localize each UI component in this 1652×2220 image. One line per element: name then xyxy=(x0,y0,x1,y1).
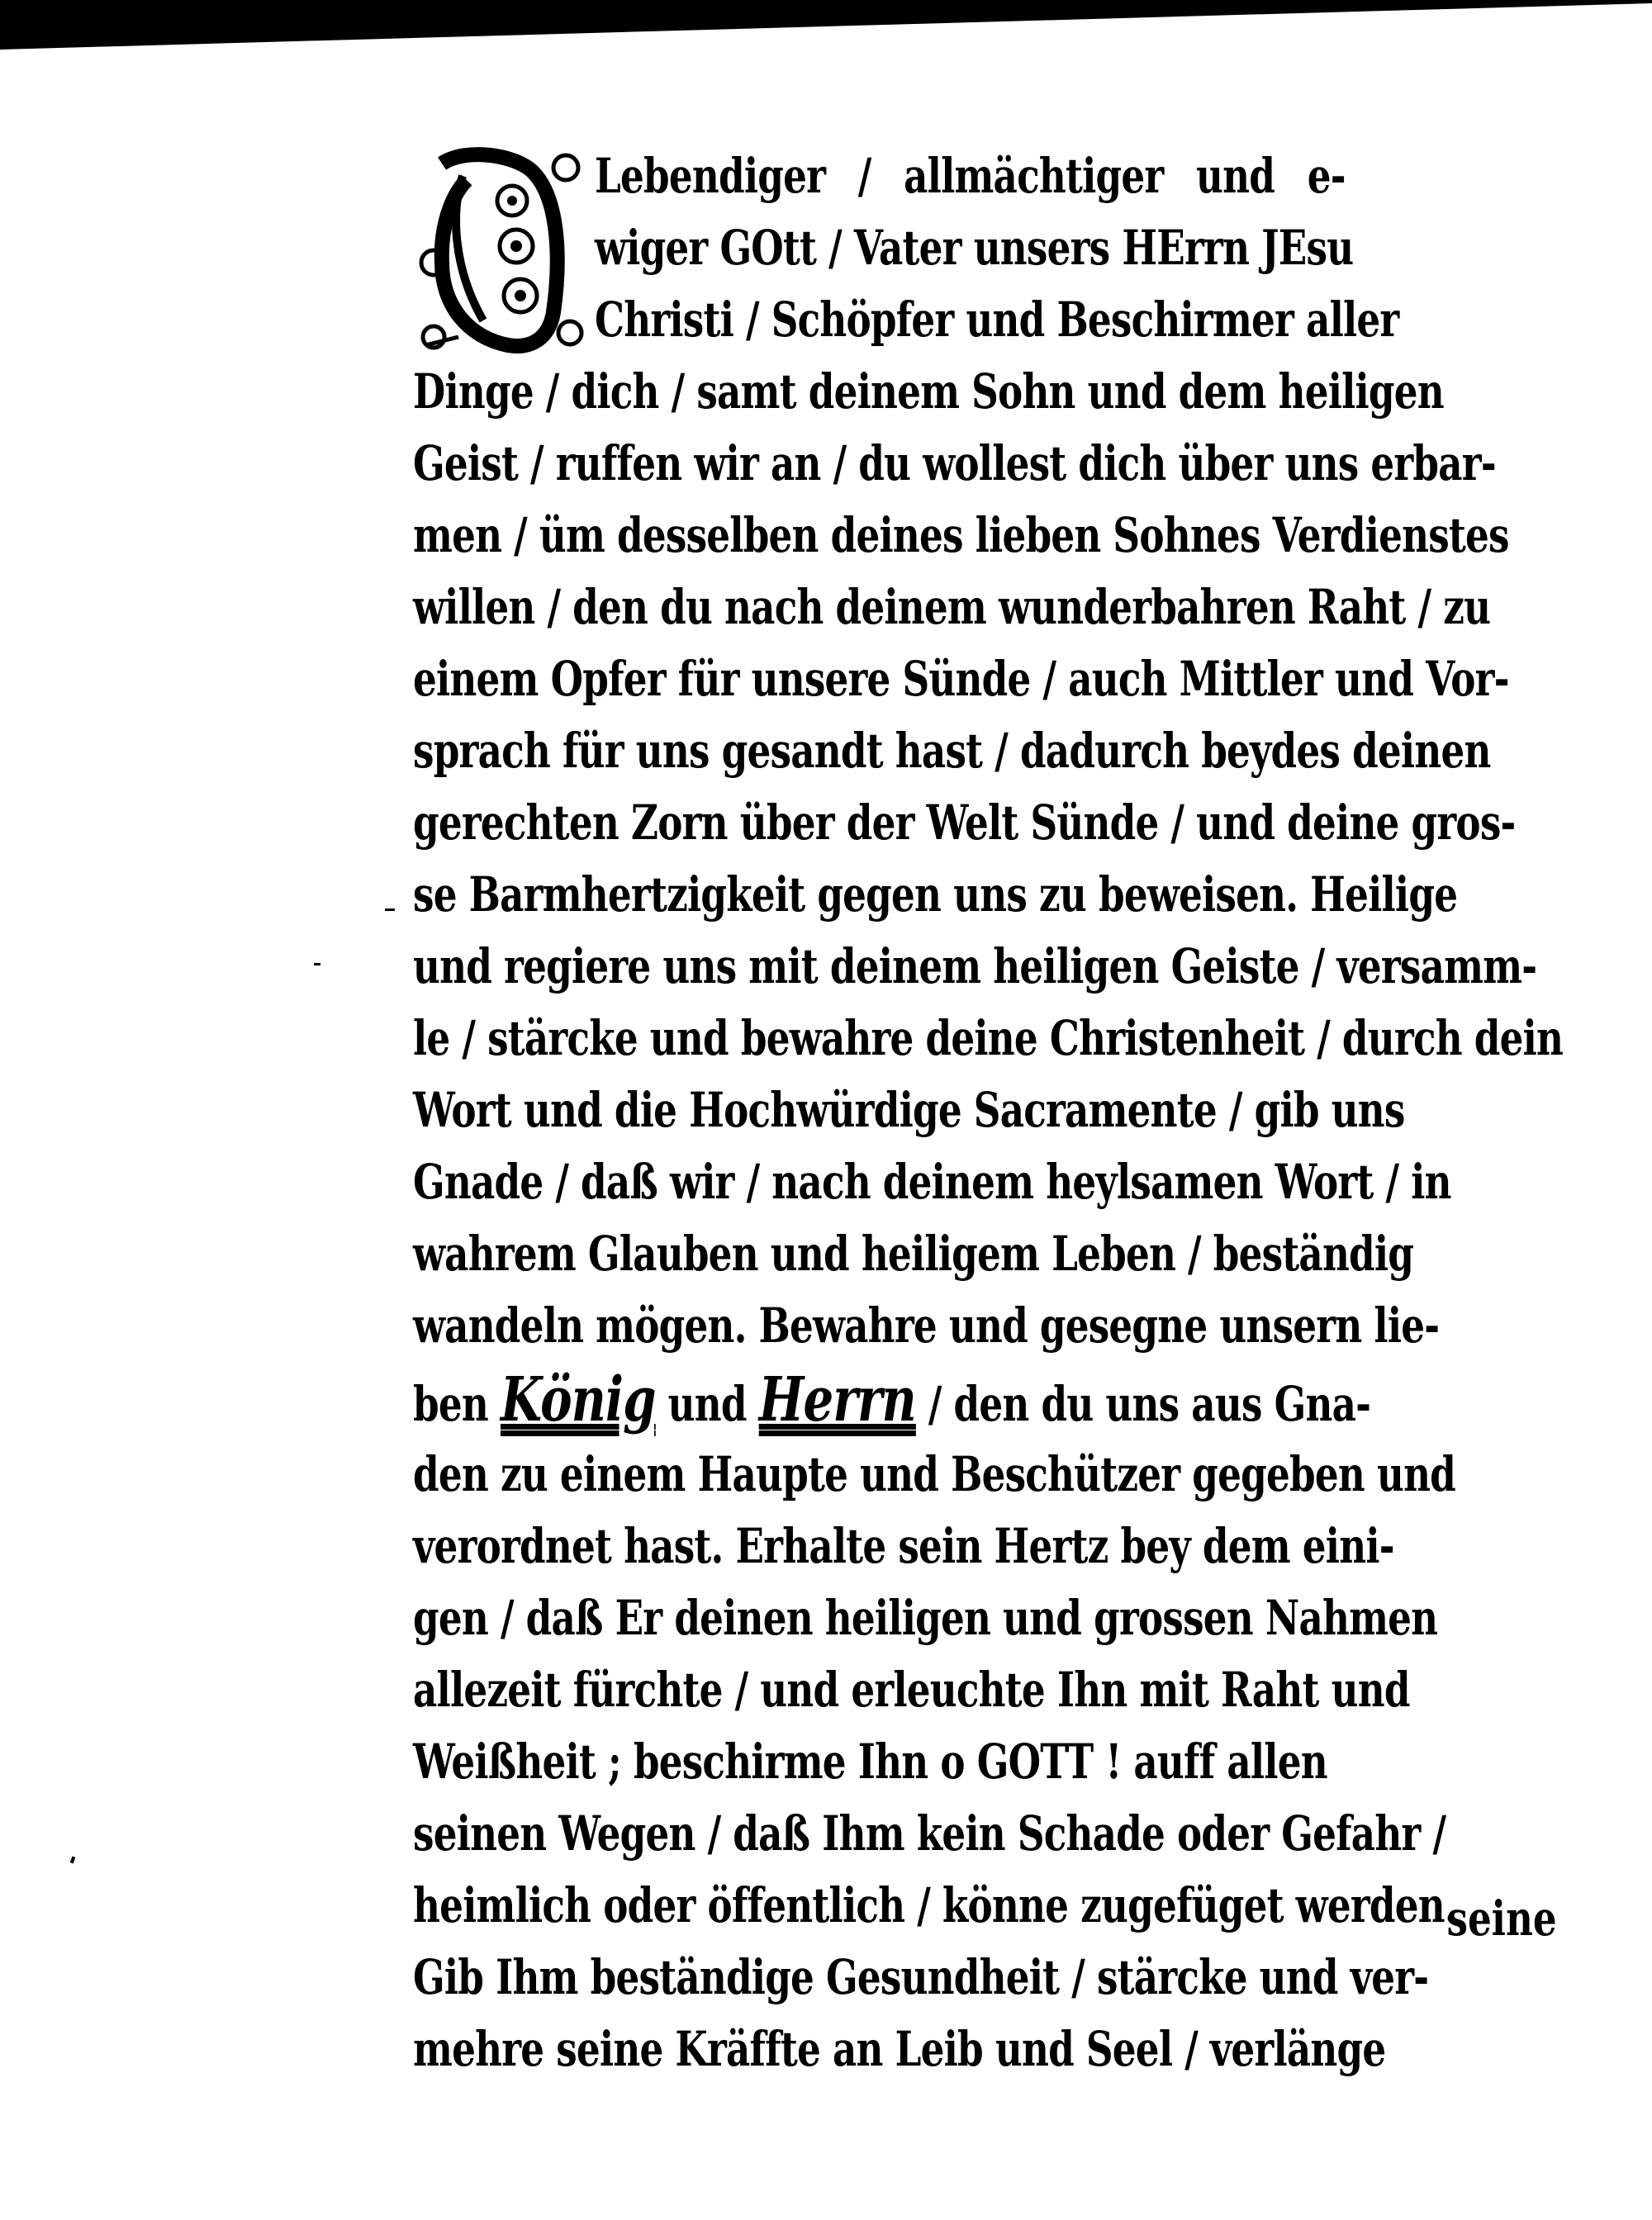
text-line-7: willen / den du nach deinem wunderbahren Raht / zu xyxy=(413,579,1491,635)
stray-mark xyxy=(70,1857,75,1864)
text-line-18-pre: ben xyxy=(413,1376,501,1432)
text-line-6: men / üm desselben deines lieben Sohnes Verdienstes xyxy=(413,507,1509,563)
text-line-1: Lebendiger / allmächtiger und e- xyxy=(595,148,1346,204)
text-line-16: wahrem Glauben und heiligem Leben / beständig xyxy=(413,1226,1414,1282)
ornate-word-koenig: König xyxy=(500,1364,656,1435)
text-line-21: gen / daß Er deinen heiligen und grossen Nahmen xyxy=(413,1590,1438,1646)
text-line-18-mid: und xyxy=(655,1376,759,1432)
text-line-12: und regiere uns mit deinem heiligen Geiste / versamm- xyxy=(413,938,1537,994)
text-line-19: den zu einem Haupte und Beschützer gegeben und xyxy=(413,1446,1456,1502)
text-line-26: Gib Ihm beständige Gesundheit / stärcke und ver- xyxy=(413,1949,1429,2005)
text-line-15: Gnade / daß wir / nach deinem heylsamen Wort / in xyxy=(413,1154,1451,1210)
text-line-20: verordnet hast. Erhalte sein Hertz bey dem eini- xyxy=(413,1518,1394,1574)
stray-mark xyxy=(385,908,395,911)
text-line-22: allezeit fürchte / und erleuchte Ihn mit Raht und xyxy=(413,1662,1410,1718)
text-line-5: Geist / ruffen wir an / du wollest dich über uns erbar- xyxy=(413,435,1496,491)
text-line-23: Weißheit ; beschirme Ihn o GOTT ! auff allen xyxy=(413,1734,1327,1790)
text-line-13: le / stärcke und bewahre deine Christenheit / durch dein xyxy=(413,1010,1564,1066)
text-line-18 xyxy=(413,1364,1371,1436)
text-line-10: gerechten Zorn über der Welt Sünde / und deine gros- xyxy=(413,795,1516,851)
text-line-4: Dinge / dich / samt deinem Sohn und dem heiligen xyxy=(413,363,1444,420)
catchword: seine xyxy=(1446,1890,1557,1947)
ornate-initial-H-icon xyxy=(417,139,586,355)
text-line-2: wiger GOtt / Vater unsers HErrn JEsu xyxy=(595,220,1354,276)
text-line-25: heimlich oder öffentlich / könne zugefüget werden. xyxy=(413,1877,1457,1933)
text-line-11: se Barmhertzigkeit gegen uns zu beweisen. Heilige xyxy=(413,866,1458,923)
text-line-18-post: / den du uns aus Gna- xyxy=(915,1376,1371,1432)
text-line-8: einem Opfer für unsere Sünde / auch Mittler und Vor- xyxy=(413,651,1509,707)
stray-mark xyxy=(314,963,320,965)
text-line-27: mehre seine Kräffte an Leib und Seel / verlänge xyxy=(413,2021,1386,2077)
ornate-word-herrn: Herrn xyxy=(758,1364,916,1435)
text-line-9: sprach für uns gesandt hast / dadurch beydes deinen xyxy=(413,723,1491,779)
text-line-3: Christi / Schöpfer und Beschirmer aller xyxy=(595,292,1399,348)
scan-border-edge xyxy=(0,0,1652,53)
text-line-17: wandeln mögen. Bewahre und gesegne unsern lie- xyxy=(413,1297,1440,1354)
text-line-14: Wort und die Hochwürdige Sacramente / gib uns xyxy=(413,1082,1405,1138)
text-line-24: seinen Wegen / daß Ihm kein Schade oder Gefahr / xyxy=(413,1805,1446,1862)
